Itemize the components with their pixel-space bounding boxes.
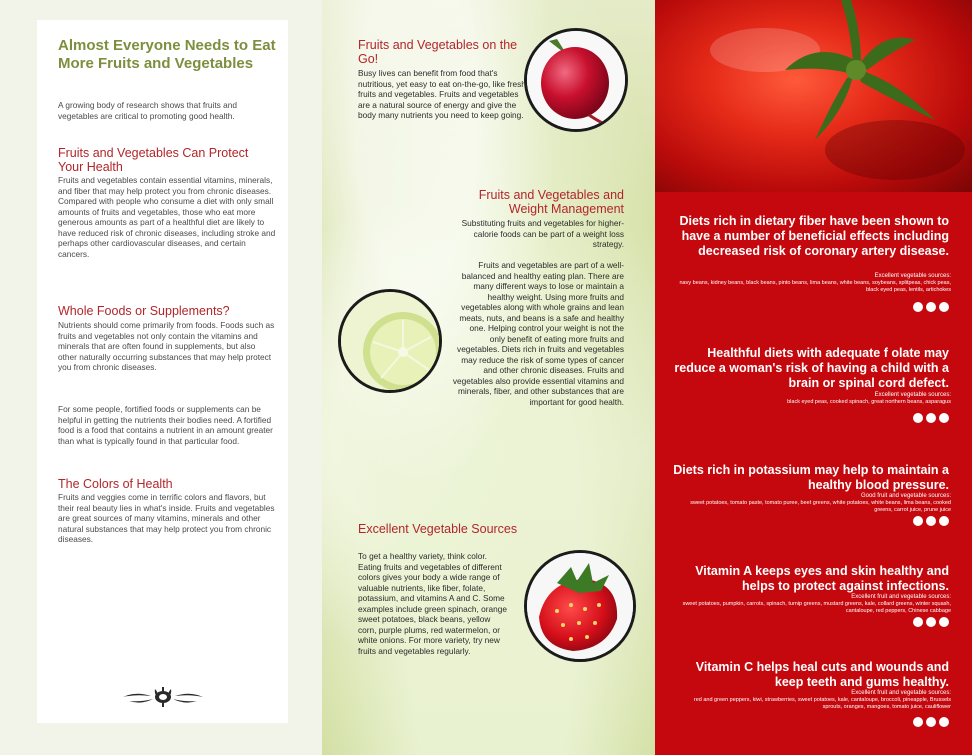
folate-sources-list: black eyed peas, cooked spinach, great northern beans, asparagus	[787, 399, 951, 405]
vitamin-a-sources-list: sweet potatoes, pumpkin, carrots, spinach, turnip greens, mustard greens, kale, collard greens, winter squash, cantaloupe, red peppers, Chinese cabbage	[682, 601, 951, 614]
weight-body: Fruits and vegetables are part of a well-balanced and healthy eating plan. There are many different ways to lose or maintain a healthy weight. Using more fruits and vegetables along with whole grains and lean meats, nuts, and beans is a safe and healthy one. Helping control your weight is not the only benefit of eating more fruits and vegetables. Diets rich in fruits and vegetables may reduce the risk of some types of cancer and other chronic diseases. Fruits and vegetables also provide essential vitamins and minerals, fiber, and other substances that are important for good health.	[452, 260, 624, 407]
bullet-dot-icon	[939, 617, 949, 627]
bullet-dot-icon	[913, 516, 923, 526]
section-body-colors: Fruits and veggies come in terrific colors and flavors, but their real beauty lies in what's inside. Fruits and vegetables are great sources of many vitamins, minerals and other natural substances that may help protect you from chronic diseases.	[58, 492, 275, 544]
potassium-dots	[910, 513, 949, 531]
bullet-dot-icon	[939, 413, 949, 423]
vitamin-c-dots	[910, 714, 949, 732]
bullet-dot-icon	[926, 617, 936, 627]
vitamin-a-sources-label: Excellent fruit and vegetable sources:	[851, 594, 951, 600]
bullet-dot-icon	[913, 413, 923, 423]
radish-icon	[527, 31, 625, 129]
bullet-dot-icon	[939, 302, 949, 312]
radish-image	[524, 28, 628, 132]
weight-heading: Fruits and Vegetables and Weight Management	[478, 188, 624, 216]
tomato-icon	[655, 0, 972, 192]
left-panel	[0, 0, 322, 755]
intro-paragraph: A growing body of research shows that fruits and vegetables are critical to promoting good health.	[58, 100, 237, 121]
fiber-headline: Diets rich in dietary fiber have been shown to have a number of beneficial effects including decreased risk of coronary artery disease.	[679, 214, 949, 258]
folate-dots	[910, 410, 949, 428]
potassium-sources-list: sweet potatoes, tomato paste, tomato puree, beet greens, white potatoes, white beans, lima beans, cooked greens, carrot juice, prune juice	[690, 500, 951, 513]
sources-heading: Excellent Vegetable Sources	[358, 522, 518, 536]
lime-slice-icon	[341, 292, 439, 390]
bullet-dot-icon	[913, 302, 923, 312]
potassium-sources-label: Good fruit and vegetable sources:	[860, 493, 951, 499]
section-body-supplements-2: For some people, fortified foods or supplements can be helpful in getting the nutrients their bodies need. A fortified food is a food that contains a nutrient in an amount greater than what is typically found in that particular food.	[58, 404, 273, 446]
bullet-dot-icon	[926, 302, 936, 312]
vitamin-c-headline: Vitamin C helps heal cuts and wounds and keep teeth and gums healthy.	[695, 660, 949, 689]
fiber-sources-label: Excellent vegetable sources:	[874, 273, 951, 279]
ornament-icon	[121, 685, 205, 709]
right-panel	[655, 0, 972, 755]
section-heading-colors: The Colors of Health	[58, 477, 173, 491]
strawberry-image	[524, 550, 636, 662]
vitamin-c-sources-list: red and green peppers, kiwi, strawberries, sweet potatoes, kale, cantaloupe, broccoli, pineapple, Brussels sprouts, oranges, mangoes, tomato juice, cauliflower	[693, 697, 951, 710]
bullet-dot-icon	[913, 717, 923, 727]
section-heading-protect: Fruits and Vegetables Can Protect Your Health	[58, 146, 249, 174]
bullet-dot-icon	[939, 717, 949, 727]
section-body-protect: Fruits and vegetables contain essential vitamins, minerals, and fiber that may help protect you from chronic diseases. Compared with people who consume a diet with only small amounts of fruits and vegetables, those who eat more generous amounts as part of a healthful diet are likely to have reduced risk of chronic diseases, including stroke and perhaps other cardiovascular diseases, and certain cancers.	[58, 175, 276, 259]
bullet-dot-icon	[939, 516, 949, 526]
bullet-dot-icon	[926, 413, 936, 423]
left-paper	[37, 20, 288, 723]
strawberry-icon	[527, 553, 633, 659]
potassium-headline: Diets rich in potassium may help to maintain a healthy blood pressure.	[673, 463, 949, 492]
bullet-dot-icon	[926, 717, 936, 727]
page-title: Almost Everyone Needs to Eat More Fruits and Vegetables	[58, 37, 276, 72]
on-the-go-body: Busy lives can benefit from food that's nutritious, yet easy to eat on-the-go, like fresh fruits and vegetables. Fruits and vegetables are a natural source of energy and give the body many nutrients you need to keep going.	[358, 68, 526, 120]
vitamin-a-dots	[910, 614, 949, 632]
folate-sources-label: Excellent vegetable sources:	[874, 392, 951, 398]
section-heading-supplements: Whole Foods or Supplements?	[58, 304, 230, 318]
section-body-supplements-1: Nutrients should come primarily from foods. Foods such as fruits and vegetables not only contain the vitamins and minerals that are often found in supplements, but also other naturally occurring substances that may help protect you from chronic diseases.	[58, 320, 275, 372]
on-the-go-heading: Fruits and Vegetables on the Go!	[358, 38, 518, 66]
weight-intro: Substituting fruits and vegetables for higher-calorie foods can be part of a weight loss strategy.	[461, 218, 624, 249]
bullet-dot-icon	[926, 516, 936, 526]
vitamin-c-sources-label: Excellent fruit and vegetable sources:	[851, 690, 951, 696]
folate-headline: Healthful diets with adequate f olate may reduce a woman's risk of having a child with a brain or spinal cord defect.	[674, 346, 949, 390]
lime-image	[338, 289, 442, 393]
tomato-image	[655, 0, 972, 192]
middle-panel	[322, 0, 655, 755]
fiber-sources-list: navy beans, kidney beans, black beans, pinto beans, lima beans, white beans, soybeans, splitpeas, chick peas, black eyed peas, lentils, artichokes	[679, 280, 951, 293]
vitamin-a-headline: Vitamin A keeps eyes and skin healthy and helps to protect against infections.	[695, 564, 949, 593]
fiber-dots	[910, 299, 949, 317]
sources-body: To get a healthy variety, think color. Eating fruits and vegetables of different colors gives your body a wide range of valuable nutrients, like fiber, folate, potassium, and vitamins A and C. Some examples include green spinach, orange sweet potatoes, black beans, yellow corn, purple plums, red watermelon, or white onions. For more variety, try new fruits and vegetables regularly.	[358, 551, 507, 656]
bullet-dot-icon	[913, 617, 923, 627]
